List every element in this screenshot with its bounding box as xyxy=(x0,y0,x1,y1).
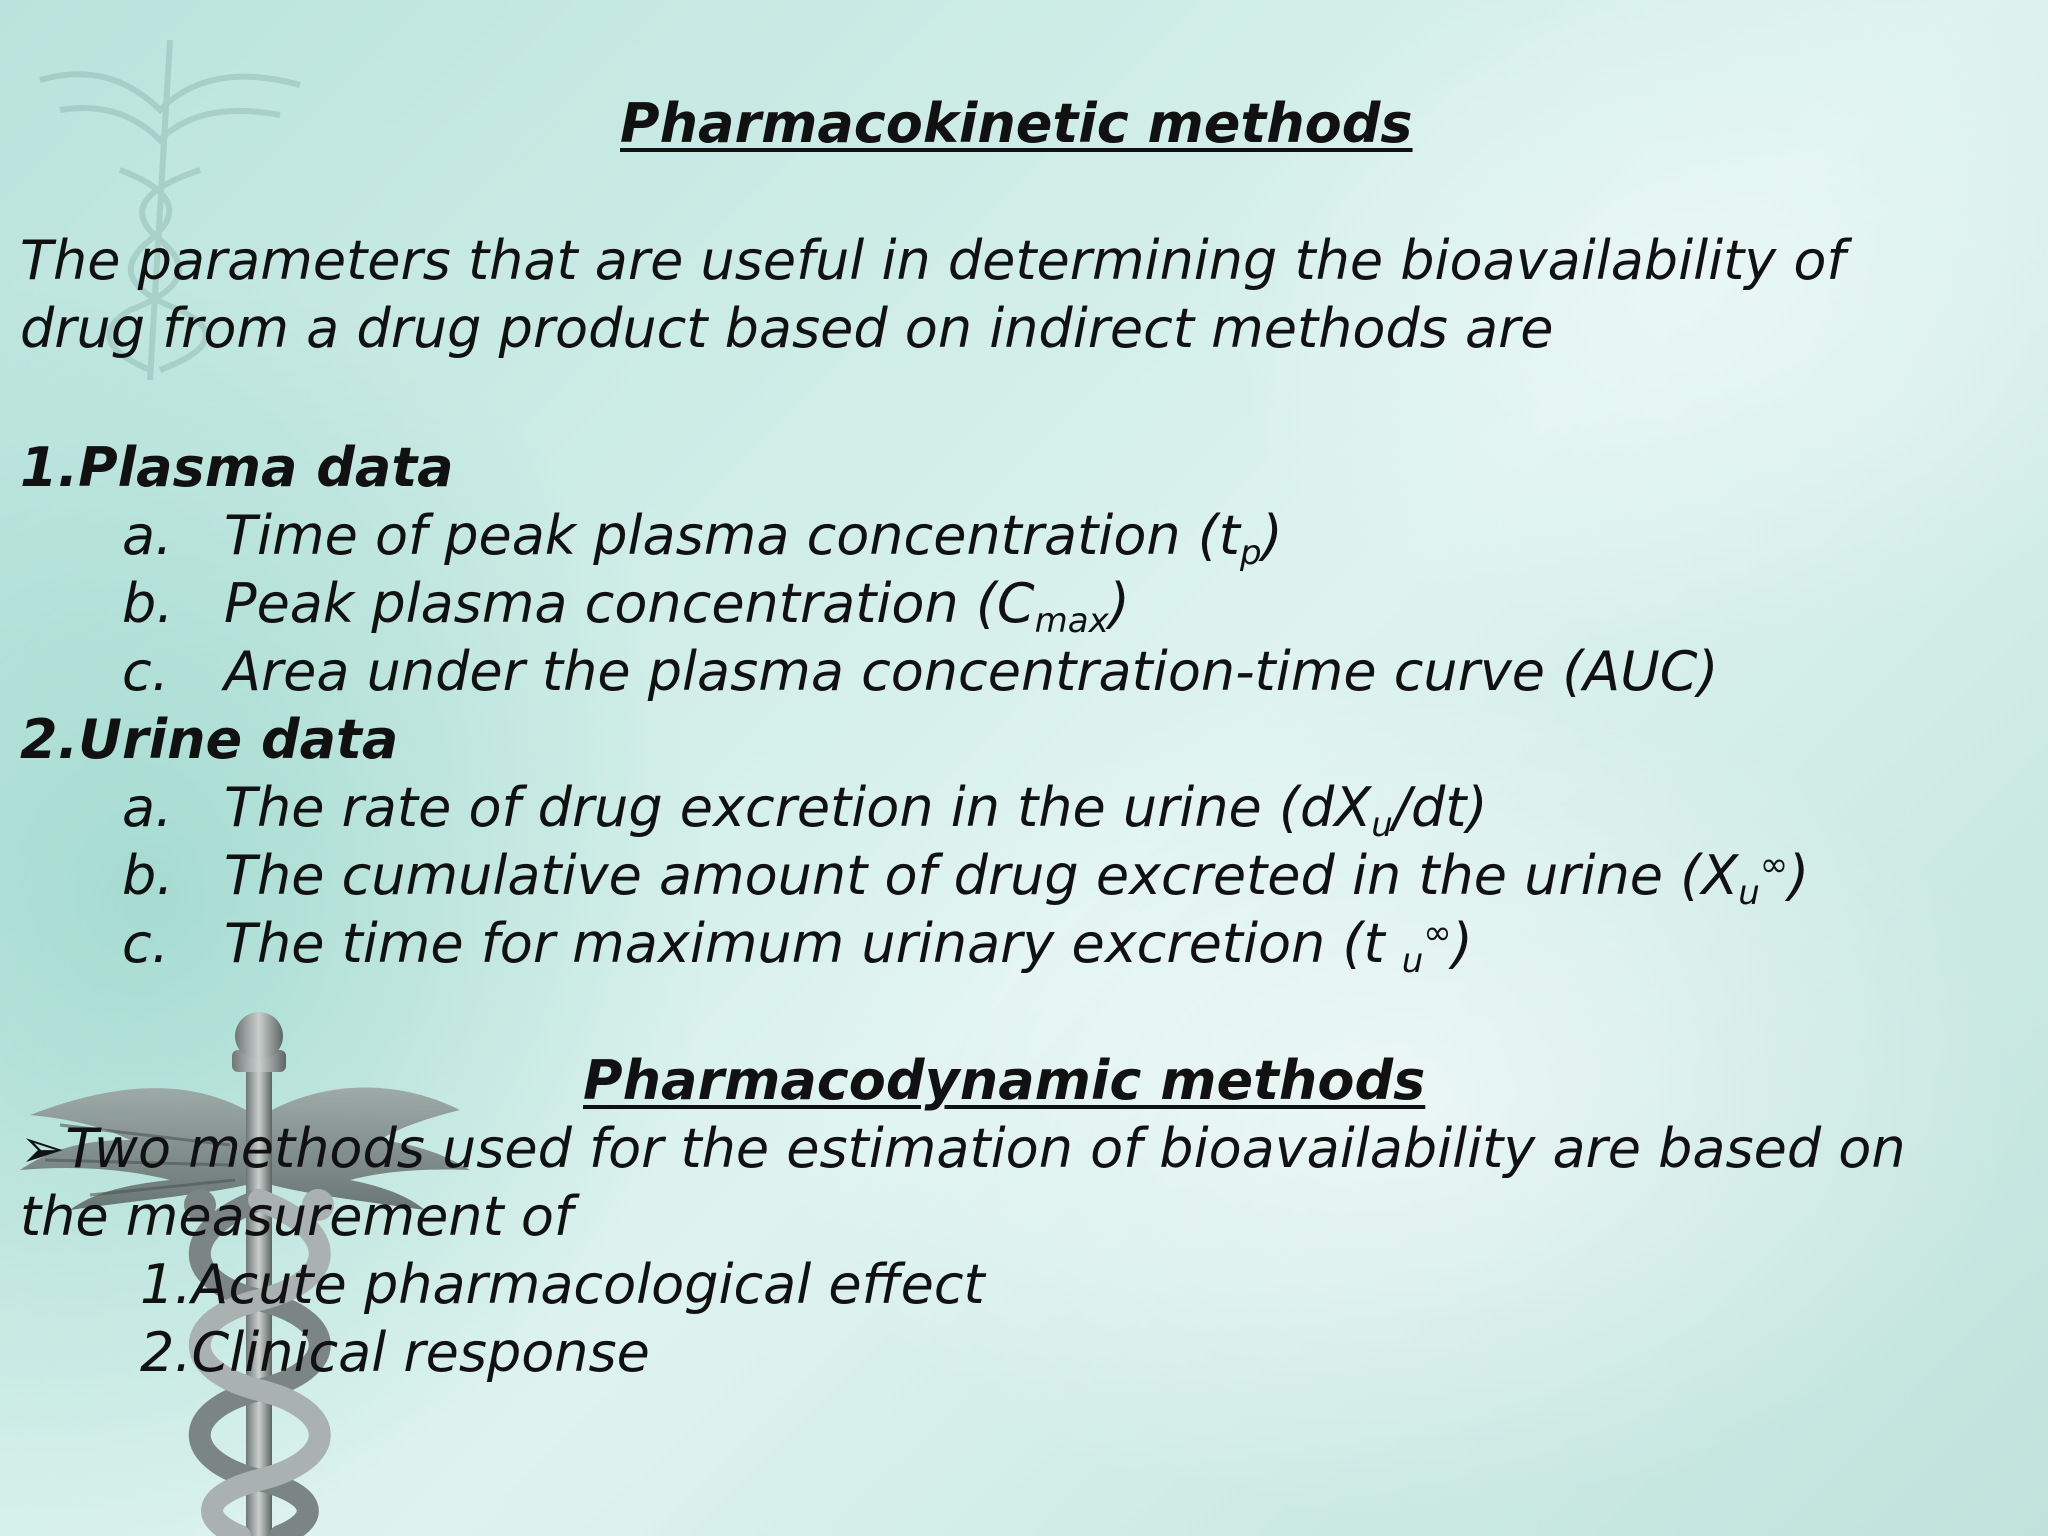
pharmacokinetic-title: Pharmacokinetic methods xyxy=(620,92,1413,155)
list-item-text: Peak plasma concentration (C xyxy=(224,572,1035,635)
urine-data-heading xyxy=(20,708,398,772)
plasma-item-b xyxy=(122,572,1130,641)
plasma-data-heading xyxy=(20,436,454,500)
pd-item-1 xyxy=(140,1253,985,1317)
pd-line-1-text: Two methods used for the estimation of bioavailability are based on xyxy=(65,1117,1906,1180)
list-item-tail: ) xyxy=(1451,912,1473,975)
plasma-data-label: Plasma data xyxy=(78,436,454,499)
pd-item-2 xyxy=(140,1321,650,1385)
pd-item-text: Clinical response xyxy=(191,1321,650,1384)
urine-item-c xyxy=(122,912,1473,981)
list-item-text: The cumulative amount of drug excreted in the urine (X xyxy=(224,844,1739,907)
pd-bullet-line-1 xyxy=(20,1117,1906,1181)
subscript: u xyxy=(1371,805,1393,845)
arrow-bullet-icon: ➢ xyxy=(20,1117,66,1180)
subscript: max xyxy=(1034,601,1109,641)
list-marker: a. xyxy=(122,504,173,567)
list-item-tail: /dt) xyxy=(1392,776,1488,839)
list-marker: a. xyxy=(122,776,173,839)
plasma-item-c xyxy=(122,640,1719,704)
pd-line-2: the measurement of xyxy=(20,1185,573,1248)
list-item-tail: ) xyxy=(1261,504,1283,567)
list-item-tail: ) xyxy=(1108,572,1130,635)
pd-item-number: 1. xyxy=(140,1253,192,1316)
list-item-text: Area under the plasma concentration-time curve (AUC) xyxy=(224,640,1719,703)
list-marker: b. xyxy=(122,572,174,635)
pharmacodynamic-title: Pharmacodynamic methods xyxy=(583,1049,1426,1112)
plasma-item-a xyxy=(122,504,1283,573)
pd-item-text: Acute pharmacological effect xyxy=(191,1253,985,1316)
list-marker: c. xyxy=(122,912,169,975)
list-marker: b. xyxy=(122,844,174,907)
subscript: p xyxy=(1239,533,1262,573)
plasma-data-number: 1. xyxy=(20,436,79,499)
intro-line-2: drug from a drug product based on indirect methods are xyxy=(20,297,1554,360)
pd-item-number: 2. xyxy=(140,1321,192,1384)
list-item-tail: ) xyxy=(1788,844,1810,907)
subscript: u xyxy=(1738,873,1760,913)
superscript: ∞ xyxy=(1423,913,1452,953)
list-item-text: Time of peak plasma concentration (t xyxy=(224,504,1240,567)
list-item-text: The rate of drug excretion in the urine (dX xyxy=(224,776,1372,839)
urine-data-label: Urine data xyxy=(78,708,399,771)
superscript: ∞ xyxy=(1759,845,1789,885)
urine-item-a xyxy=(122,776,1488,845)
urine-data-number: 2. xyxy=(20,708,79,771)
subscript: u xyxy=(1401,941,1424,981)
intro-line-1: The parameters that are useful in determining the bioavailability of xyxy=(20,229,1846,292)
list-item-text: The time for maximum urinary excretion (t xyxy=(224,912,1402,975)
urine-item-b xyxy=(122,844,1810,913)
list-marker: c. xyxy=(122,640,169,703)
